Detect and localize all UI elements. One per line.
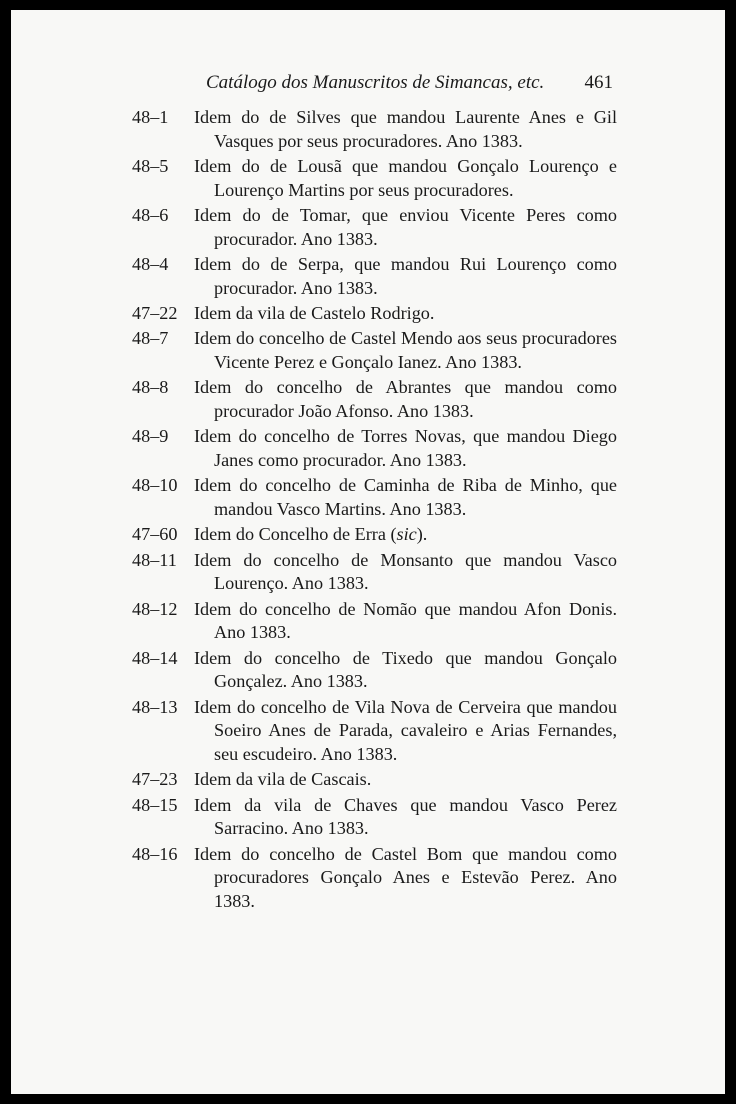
- catalog-entry: [132, 155, 617, 202]
- entry-reference: 48–12: [132, 598, 178, 619]
- entry-reference: 48–13: [132, 696, 178, 717]
- entry-text: Idem do de Serpa, que mandou Rui Lourenço como procurador. Ano 1383.: [194, 253, 617, 298]
- catalog-entry: [132, 302, 617, 326]
- catalog-entry: [132, 106, 617, 153]
- entry-reference: 47–23: [132, 769, 178, 790]
- catalog-entry: [132, 768, 617, 792]
- running-head-title: Catálogo dos Manuscritos de Simancas, etc.: [206, 72, 545, 93]
- book-page: [11, 10, 725, 1094]
- catalog-entry: [132, 327, 617, 374]
- entry-reference: 47–22: [132, 302, 178, 323]
- entry-reference: 47–60: [132, 524, 178, 545]
- entry-text: Idem do concelho de Monsanto que mandou Vasco Lourenço. Ano 1383.: [194, 549, 617, 594]
- entry-reference: 48–9: [132, 426, 169, 447]
- page-number: 461: [584, 72, 613, 93]
- entry-text: Idem do concelho de Tixedo que mandou Gonçalo Gonçalez. Ano 1383.: [194, 647, 617, 692]
- catalog-entries: [132, 106, 617, 913]
- entry-text: Idem do Concelho de Erra (sic).: [194, 524, 428, 545]
- catalog-entry: [132, 204, 617, 251]
- catalog-entry: [132, 598, 617, 645]
- entry-reference: 48–4: [132, 253, 169, 274]
- catalog-entry: [132, 843, 617, 914]
- catalog-entry: [132, 474, 617, 521]
- entry-text: Idem do de Lousã que mandou Gonçalo Lourenço e Lourenço Martins por seus procuradores.: [194, 155, 617, 200]
- running-head: [132, 66, 617, 100]
- entry-text: Idem do concelho de Abrantes que mandou como procurador João Afonso. Ano 1383.: [194, 377, 617, 421]
- entry-text: Idem do concelho de Vila Nova de Cerveira que mandou Soeiro Anes de Parada, cavaleiro e Arias Fernandes, seu escudeiro. Ano 1383.: [194, 696, 617, 764]
- entry-reference: 48–10: [132, 475, 178, 496]
- entry-reference: 48–14: [132, 647, 178, 668]
- catalog-entry: [132, 376, 617, 423]
- entry-reference: 48–6: [132, 204, 169, 225]
- catalog-entry: [132, 523, 617, 547]
- entry-text: Idem da vila de Castelo Rodrigo.: [194, 302, 435, 323]
- catalog-entry: [132, 696, 617, 767]
- entry-reference: 48–8: [132, 377, 169, 398]
- entry-text: Idem do concelho de Torres Novas, que mandou Diego Janes como procurador. Ano 1383.: [194, 426, 617, 470]
- catalog-entry: [132, 647, 617, 694]
- catalog-entry: [132, 549, 617, 596]
- catalog-entry: [132, 253, 617, 300]
- entry-reference: 48–7: [132, 328, 169, 349]
- catalog-entry: [132, 425, 617, 472]
- entry-reference: 48–1: [132, 107, 169, 127]
- entry-reference: 48–16: [132, 843, 178, 864]
- entry-text: Idem do de Tomar, que enviou Vicente Peres como procurador. Ano 1383.: [194, 204, 617, 249]
- entry-text: Idem da vila de Chaves que mandou Vasco Perez Sarracino. Ano 1383.: [194, 794, 617, 839]
- entry-text: Idem do concelho de Castel Mendo aos seus procuradores Vicente Perez e Gonçalo Ianez. Ano 1383.: [194, 328, 617, 372]
- entry-text: Idem do concelho de Nomão que mandou Afon Donis. Ano 1383.: [194, 598, 617, 643]
- catalog-entry: [132, 794, 617, 841]
- entry-reference: 48–5: [132, 155, 169, 176]
- entry-text: Idem do concelho de Castel Bom que mandou como procuradores Gonçalo Anes e Estevão Perez. Ano 1383.: [194, 843, 617, 911]
- entry-reference: 48–15: [132, 794, 178, 815]
- entry-text: Idem do de Silves que mandou Laurente Anes e Gil Vasques por seus procuradores. Ano 1383.: [194, 107, 617, 151]
- entry-text: Idem do concelho de Caminha de Riba de Minho, que mandou Vasco Martins. Ano 1383.: [194, 475, 617, 519]
- entry-text: Idem da vila de Cascais.: [194, 769, 372, 790]
- entry-reference: 48–11: [132, 549, 177, 570]
- text-block: [132, 66, 617, 915]
